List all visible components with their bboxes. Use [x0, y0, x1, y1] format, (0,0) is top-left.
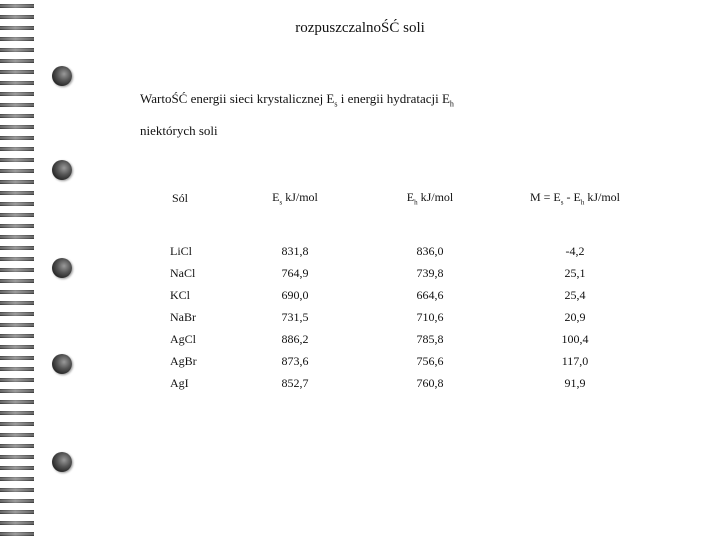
table-row — [130, 262, 650, 284]
table-row — [130, 284, 650, 306]
energy-table — [130, 178, 650, 394]
cell-eh: 664,6 — [416, 287, 444, 302]
cell-eh: 785,8 — [416, 331, 444, 346]
cell-salt: LiCl — [170, 243, 193, 258]
cell-salt: AgI — [170, 375, 189, 390]
binder-hole-icon — [52, 354, 72, 374]
cell-m: 100,4 — [561, 331, 589, 346]
cell-salt: AgBr — [170, 353, 197, 368]
cell-es: 873,6 — [281, 353, 309, 368]
table-row — [130, 350, 650, 372]
cell-eh: 739,8 — [416, 265, 444, 280]
cell-es: 852,7 — [281, 375, 309, 390]
cell-eh: 836,0 — [416, 243, 444, 258]
cell-m: 20,9 — [564, 309, 586, 324]
table-caption — [140, 86, 560, 144]
table-row — [130, 240, 650, 262]
table-header-row — [130, 178, 650, 218]
header-es: $E_s$ kJ/mol — [272, 189, 318, 207]
binder-hole-icon — [52, 66, 72, 86]
caption-line-2: niektórych soli — [140, 122, 218, 138]
binder-hole-icon — [52, 452, 72, 472]
header-salt: Sól — [172, 190, 189, 205]
cell-m: 25,4 — [564, 287, 586, 302]
cell-es: 731,5 — [281, 309, 309, 324]
table-row — [130, 328, 650, 350]
cell-salt: NaCl — [170, 265, 196, 280]
table-row — [130, 372, 650, 394]
binder-hole-icon — [52, 160, 72, 180]
cell-m: -4,2 — [565, 243, 585, 258]
cell-salt: KCl — [170, 287, 191, 302]
binder-holes — [52, 0, 76, 540]
cell-salt: AgCl — [170, 331, 197, 346]
cell-es: 831,8 — [281, 243, 309, 258]
table-row — [130, 306, 650, 328]
cell-m: 91,9 — [564, 375, 586, 390]
header-m: $M = E_s - E_h$ kJ/mol — [529, 189, 620, 207]
cell-eh: 756,6 — [416, 353, 444, 368]
cell-es: 886,2 — [281, 331, 309, 346]
header-eh: $E_h$ kJ/mol — [406, 189, 454, 207]
cell-eh: 760,8 — [416, 375, 444, 390]
cell-es: 764,9 — [281, 265, 309, 280]
page-title: rozpuszczalnoŚĆ soli — [295, 20, 425, 36]
cell-eh: 710,6 — [416, 309, 444, 324]
spiral-binding — [0, 0, 34, 540]
cell-m: 117,0 — [561, 353, 589, 368]
caption-line-1: WartoŚĆ energii sieci krystalicznej $E_s$ i energii hydratacji $E_h$ — [140, 91, 454, 109]
cell-m: 25,1 — [564, 265, 586, 280]
binder-hole-icon — [52, 258, 72, 278]
cell-salt: NaBr — [170, 309, 196, 324]
cell-es: 690,0 — [281, 287, 309, 302]
